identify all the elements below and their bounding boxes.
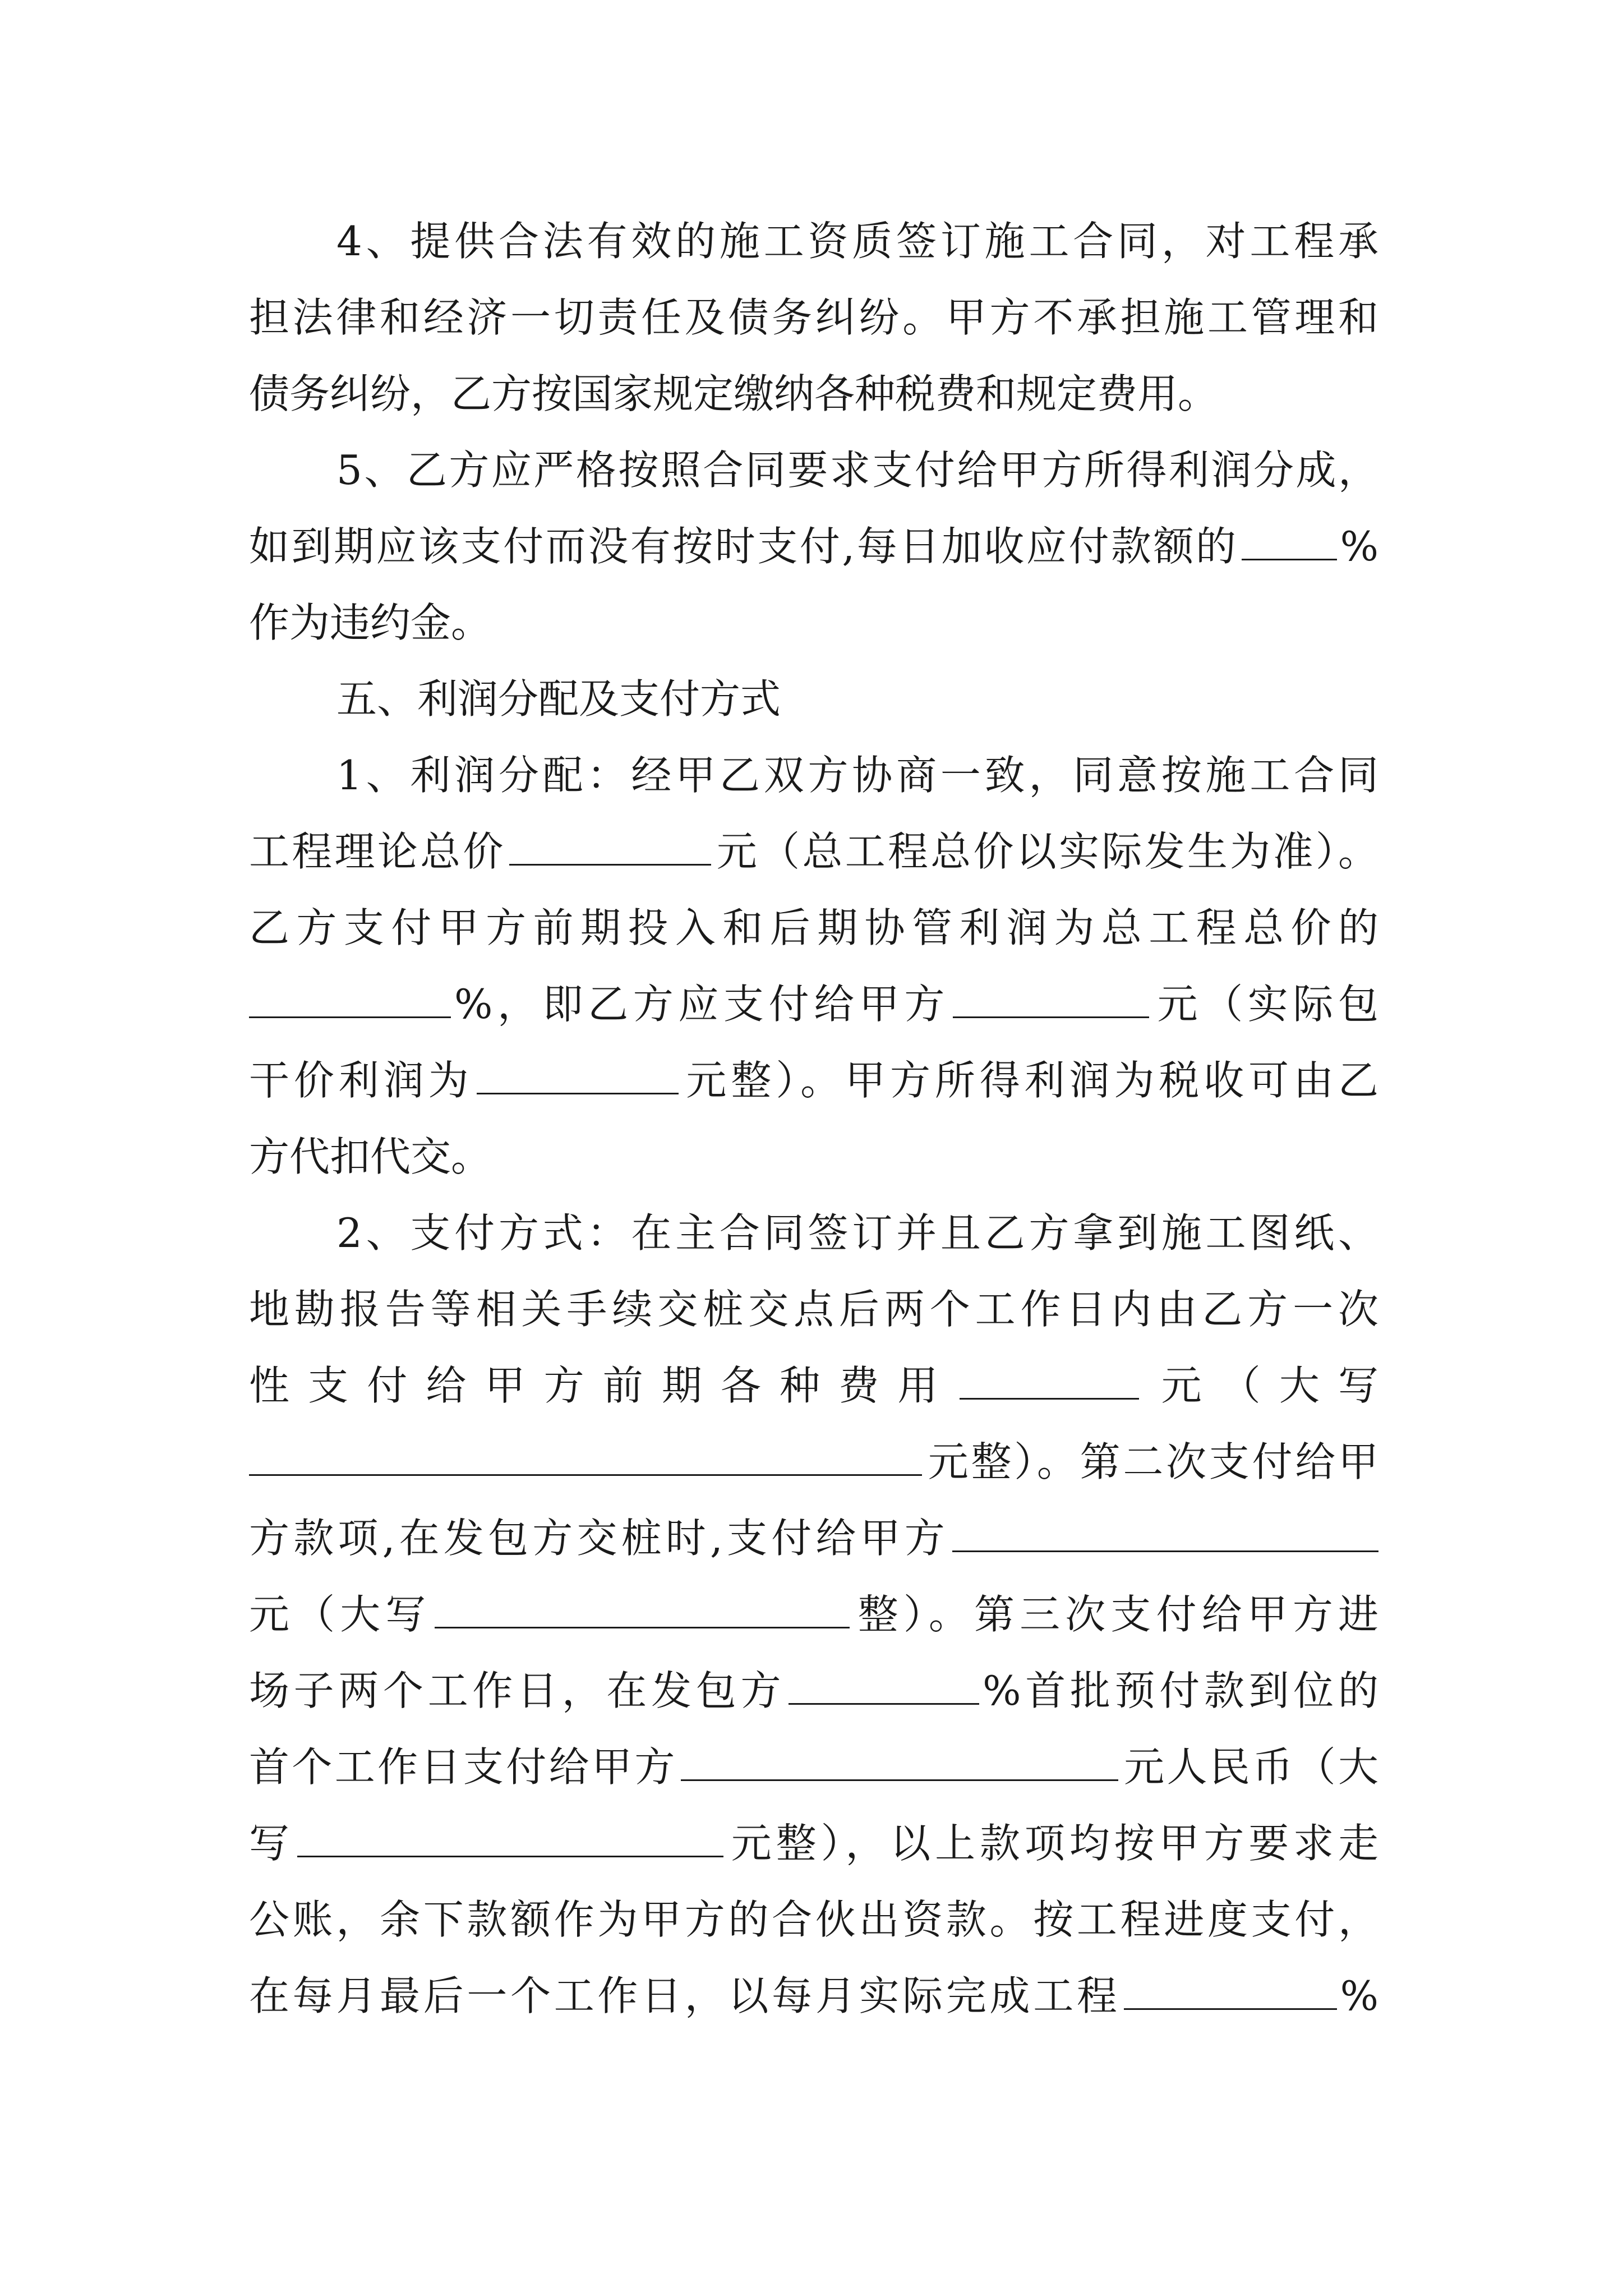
text-run: 4、提供合法有效的施工资质签订施工合同，对工程承: [336, 218, 1378, 265]
fill-in-blank: [1124, 2005, 1337, 2010]
fill-in-blank: [249, 1471, 922, 1476]
item-2-line-4: [249, 1432, 1378, 1492]
item-1-line-1: [336, 745, 1378, 806]
text-run: 元整）。甲方所得利润为税收可由乙: [681, 1057, 1378, 1104]
item-1-line-3: [249, 898, 1378, 958]
text-run: 如到期应该支付而没有按时支付,每日加收应付款额的: [249, 523, 1238, 570]
text-run: 元（大写: [249, 1591, 431, 1638]
text-run: 写: [249, 1820, 294, 1867]
text-run: %: [1340, 1972, 1378, 2019]
text-run: %，即乙方应支付给甲方: [454, 981, 949, 1028]
fill-in-blank: [509, 861, 711, 866]
item-2-line-9: [249, 1813, 1378, 1874]
text-run: 元整），以上款项均按甲方要求走: [726, 1820, 1378, 1867]
text-run: 性支付给甲方前期各种费用: [249, 1362, 957, 1409]
text-run: 整）。第三次支付给甲方进: [852, 1591, 1378, 1638]
clause-5-line-1: [336, 440, 1378, 500]
text-run: 方代扣代交。: [249, 1133, 492, 1180]
item-2-line-10: [249, 1889, 1378, 1950]
text-run: 元（实际包: [1152, 981, 1378, 1028]
text-run: %首批预付款到位的: [983, 1667, 1378, 1714]
item-2-line-8: [249, 1737, 1378, 1797]
fill-in-blank: [435, 1623, 850, 1628]
item-1-line-6: [249, 1126, 1378, 1187]
item-2-line-11: [249, 1966, 1378, 2026]
item-2-line-3: [249, 1355, 1378, 1416]
text-run: 方款项,在发包方交桩时,支付给甲方: [249, 1515, 949, 1562]
fill-in-blank: [1242, 555, 1337, 560]
text-run: 5、乙方应严格按照合同要求支付给甲方所得利润分成，: [336, 447, 1378, 494]
fill-in-blank: [477, 1089, 679, 1094]
fill-in-blank: [249, 1013, 451, 1018]
text-run: 干价利润为: [249, 1057, 473, 1104]
item-2-line-6: [249, 1584, 1378, 1645]
text-run: 元（大写: [1142, 1362, 1378, 1409]
section-heading: [336, 669, 1378, 729]
text-run: 1、利润分配：经甲乙双方协商一致，同意按施工合同: [336, 752, 1378, 799]
text-run: %: [1340, 523, 1378, 570]
item-1-line-4: [249, 974, 1378, 1034]
text-run: 场子两个工作日，在发包方: [249, 1667, 786, 1714]
fill-in-blank: [960, 1395, 1139, 1400]
clause-4-line-1: [336, 211, 1378, 272]
fill-in-blank: [681, 1776, 1118, 1781]
text-run: 乙方支付甲方前期投入和后期协管利润为总工程总价的: [249, 904, 1378, 951]
fill-in-blank: [952, 1547, 1378, 1552]
clause-4-line-3: [249, 364, 1378, 424]
item-1-line-2: [249, 821, 1378, 882]
item-2-line-2: [249, 1279, 1378, 1340]
text-run: 元（总工程总价以实际发生为准）。: [714, 828, 1378, 875]
item-2-line-7: [249, 1660, 1378, 1721]
text-run: 首个工作日支付给甲方: [249, 1743, 677, 1791]
text-run: 地勘报告等相关手续交桩交点后两个工作日内由乙方一次: [249, 1286, 1378, 1333]
text-run: 公账，余下款额作为甲方的合伙出资款。按工程进度支付，: [249, 1896, 1378, 1943]
text-run: 工程理论总价: [249, 828, 506, 875]
clause-4-line-2: [249, 287, 1378, 348]
item-1-line-5: [249, 1050, 1378, 1111]
text-run: 债务纠纷，乙方按国家规定缴纳各种税费和规定费用。: [249, 370, 1219, 417]
text-run: 五、利润分配及支付方式: [336, 675, 781, 723]
text-run: 在每月最后一个工作日，以每月实际完成工程: [249, 1972, 1121, 2019]
item-2-line-1: [336, 1203, 1378, 1263]
text-run: 担法律和经济一切责任及债务纠纷。甲方不承担施工管理和: [249, 294, 1378, 341]
text-run: 元整）。第二次支付给甲: [925, 1438, 1378, 1485]
clause-5-line-3: [249, 592, 1378, 653]
fill-in-blank: [953, 1013, 1149, 1018]
fill-in-blank: [297, 1852, 723, 1857]
fill-in-blank: [789, 1700, 979, 1705]
text-run: 元人民币（大: [1121, 1743, 1378, 1791]
clause-5-line-2: [249, 516, 1378, 577]
item-2-line-5: [249, 1508, 1378, 1568]
text-run: 作为违约金。: [249, 599, 492, 646]
text-run: 2、支付方式：在主合同签订并且乙方拿到施工图纸、: [336, 1209, 1378, 1257]
